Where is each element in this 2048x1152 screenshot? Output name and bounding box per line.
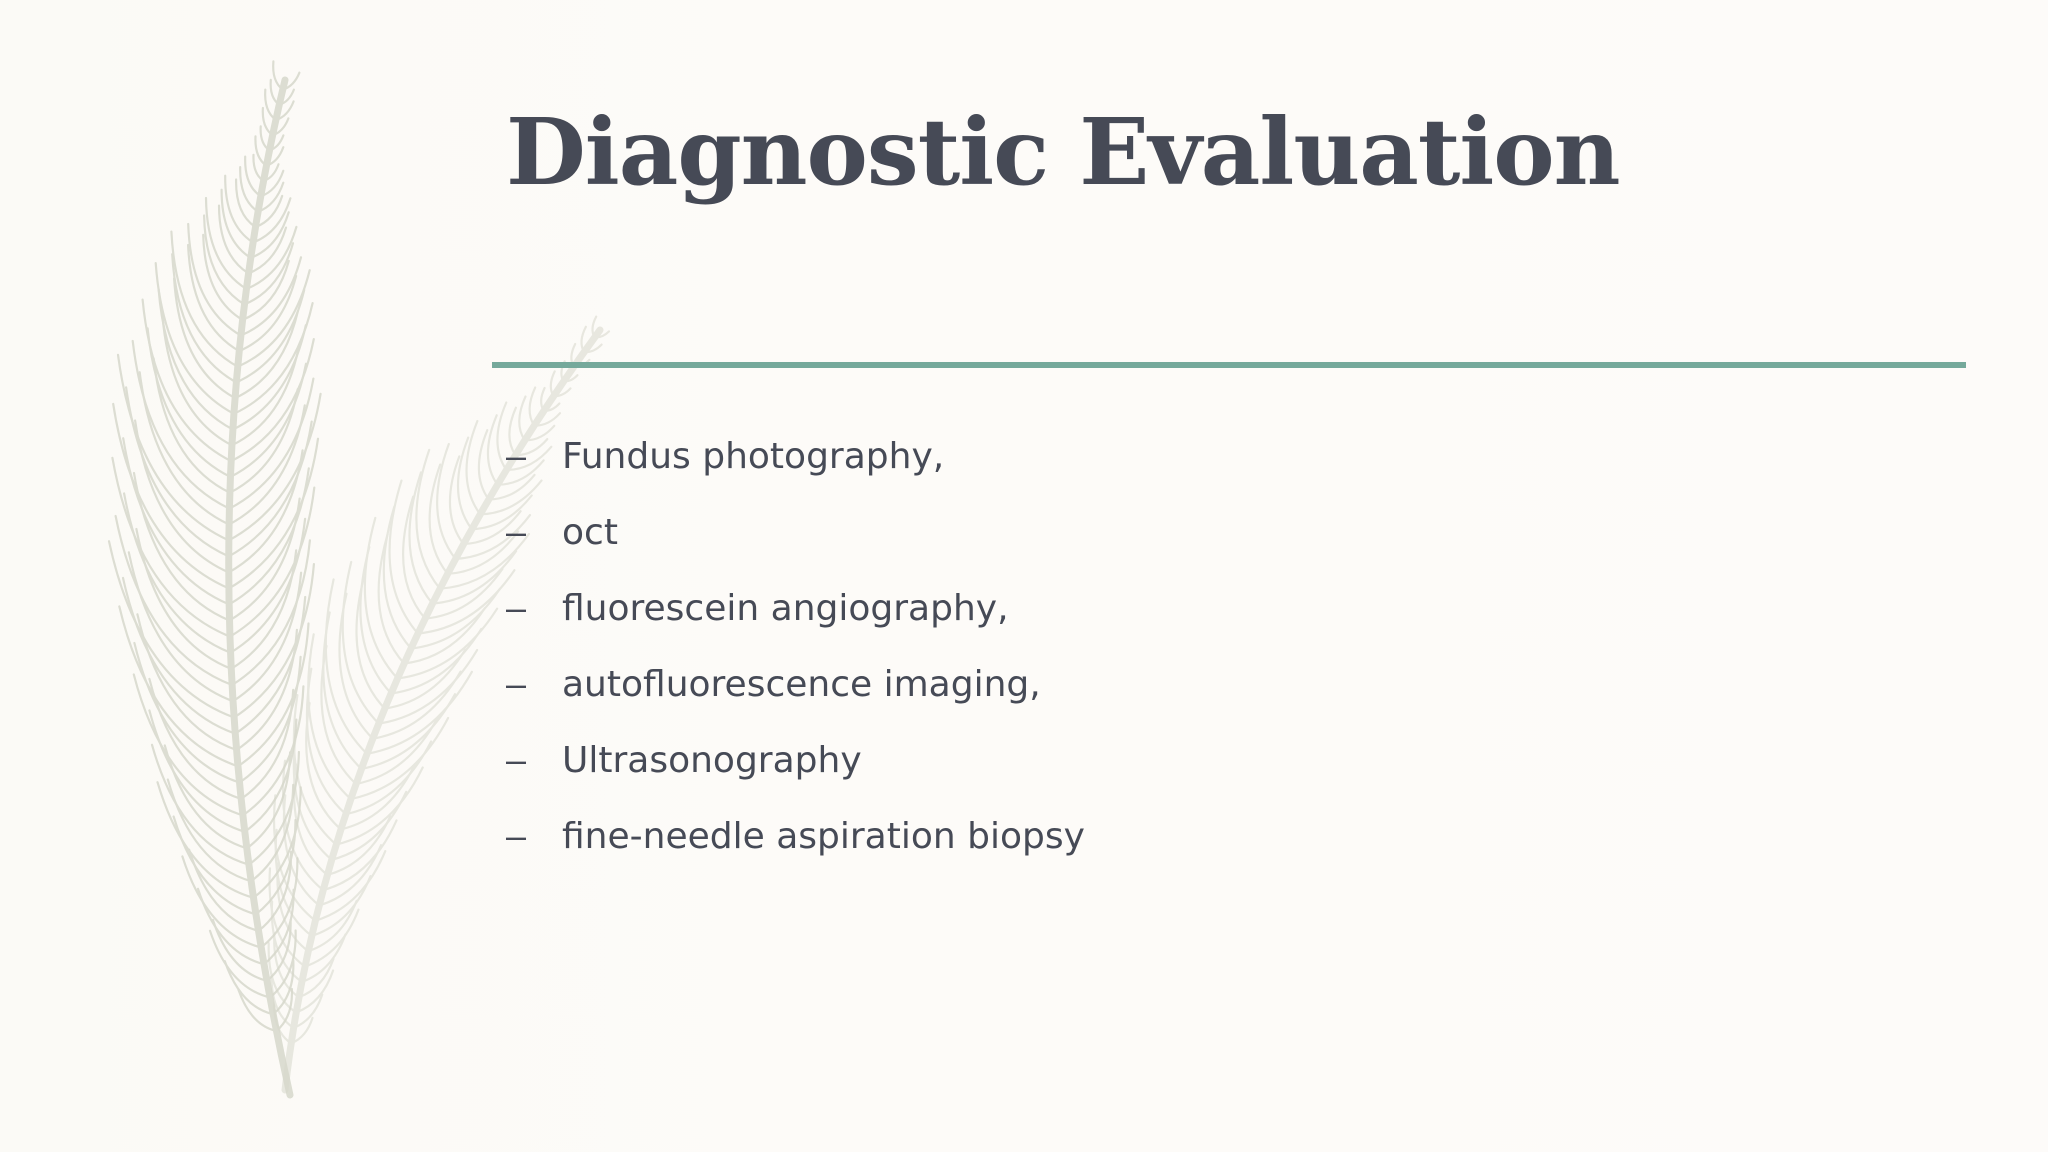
bullet-dash: –: [506, 663, 527, 704]
bullet-dash: –: [506, 511, 527, 552]
list-item: [506, 494, 1085, 570]
bullet-text: fine-needle aspiration biopsy: [562, 815, 1085, 857]
bullet-text: oct: [562, 511, 618, 553]
bullet-dash: –: [506, 739, 527, 780]
list-item: [506, 418, 1085, 494]
bullet-dash: –: [506, 587, 527, 628]
feather-front: [109, 61, 321, 1095]
bullet-text: autofluorescence imaging,: [562, 663, 1041, 705]
bullet-text: Fundus photography,: [562, 435, 945, 477]
bullet-text: fluorescein angiography,: [562, 587, 1009, 629]
list-item: [506, 646, 1085, 722]
list-item: [506, 722, 1085, 798]
bullet-dash: –: [506, 435, 527, 476]
bullet-text: Ultrasonography: [562, 739, 862, 781]
title-divider: [492, 362, 1966, 368]
bullet-dash: –: [506, 815, 527, 856]
list-item: [506, 798, 1085, 874]
slide-title: Diagnostic Evaluation: [506, 98, 1620, 206]
list-item: [506, 570, 1085, 646]
bullet-list: [506, 418, 1085, 874]
